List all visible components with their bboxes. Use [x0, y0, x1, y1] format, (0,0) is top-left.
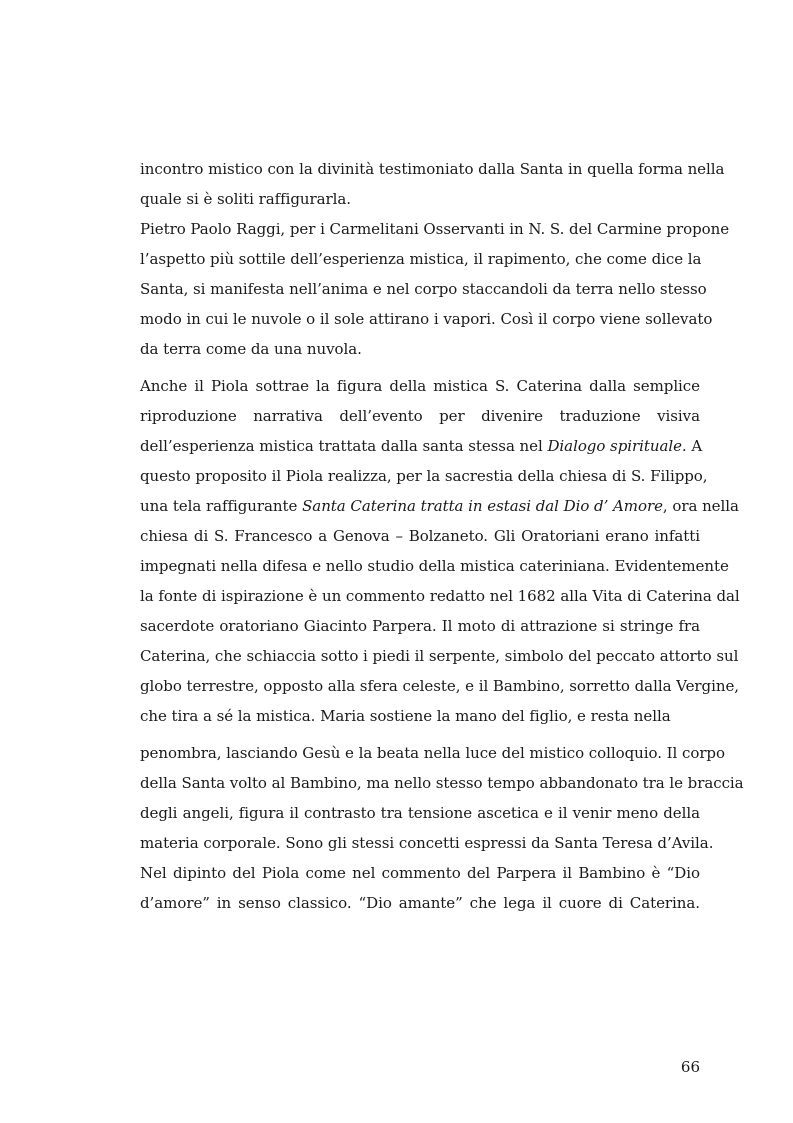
- text-segment: A: [686, 437, 703, 455]
- text-segment: dell’esperienza mistica trattata dalla santa stessa nel: [140, 437, 548, 455]
- text-line: l’aspetto più sottile dell’esperienza mistica, il rapimento, che come dice la: [140, 250, 702, 268]
- text-line: degli angeli, figura il contrasto tra tensione ascetica e il venir meno della: [140, 804, 700, 822]
- text-line: che tira a sé la mistica. Maria sostiene la mano del figlio, e resta nella: [140, 707, 671, 725]
- text-line: questo proposito il Piola realizza, per la sacrestia della chiesa di S. Filippo,: [140, 467, 708, 485]
- text-line: chiesa di S. Francesco a Genova – Bolzaneto. Gli Oratoriani erano infatti: [140, 527, 700, 545]
- text-line: impegnati nella difesa e nello studio della mistica cateriniana. Evidentemente: [140, 557, 729, 575]
- text-line: Anche il Piola sottrae la figura della mistica S. Caterina dalla semplice: [140, 377, 700, 395]
- text-line: Santa, si manifesta nell’anima e nel corpo staccandoli da terra nello stesso: [140, 280, 707, 298]
- document-page: [140, 0, 744, 1123]
- italic-title: Santa Caterina tratta in estasi dal Dio d’ Amore: [302, 497, 663, 515]
- text-line: Pietro Paolo Raggi, per i Carmelitani Osservanti in N. S. del Carmine propone: [140, 220, 730, 238]
- text-line: la fonte di ispirazione è un commento redatto nel 1682 alla Vita di Caterina dal: [140, 587, 740, 605]
- text-line: d’amore” in senso classico. “Dio amante” che lega il cuore di Caterina.: [140, 894, 700, 912]
- text-line: riproduzione narrativa dell’evento per divenire traduzione visiva: [140, 407, 700, 425]
- text-line: modo in cui le nuvole o il sole attirano i vapori. Così il corpo viene sollevato: [140, 310, 713, 328]
- text-line: [140, 436, 703, 456]
- text-line: quale si è soliti raffigurarla.: [140, 190, 351, 208]
- text-line: incontro mistico con la divinità testimoniato dalla Santa in quella forma nella: [140, 160, 725, 178]
- text-segment: una tela raffigurante: [140, 497, 303, 515]
- page-number: 66: [680, 1058, 700, 1076]
- text-segment: , ora nella: [662, 497, 739, 515]
- text-line: da terra come da una nuvola.: [140, 340, 362, 358]
- text-line: sacerdote oratoriano Giacinto Parpera. Il moto di attrazione si stringe fra: [140, 617, 700, 635]
- text-line: [140, 496, 739, 516]
- text-line: della Santa volto al Bambino, ma nello stesso tempo abbandonato tra le braccia: [140, 774, 744, 792]
- text-line: Caterina, che schiaccia sotto i piedi il serpente, simbolo del peccato attorto sul: [140, 647, 739, 665]
- text-line: Nel dipinto del Piola come nel commento del Parpera il Bambino è “Dio: [140, 864, 700, 882]
- text-line: materia corporale. Sono gli stessi concetti espressi da Santa Teresa d’Avila.: [140, 834, 714, 852]
- text-line: globo terrestre, opposto alla sfera celeste, e il Bambino, sorretto dalla Vergine,: [140, 677, 739, 695]
- text-line: penombra, lasciando Gesù e la beata nella luce del mistico colloquio. Il corpo: [140, 744, 725, 762]
- italic-title: Dialogo spirituale.: [547, 437, 687, 455]
